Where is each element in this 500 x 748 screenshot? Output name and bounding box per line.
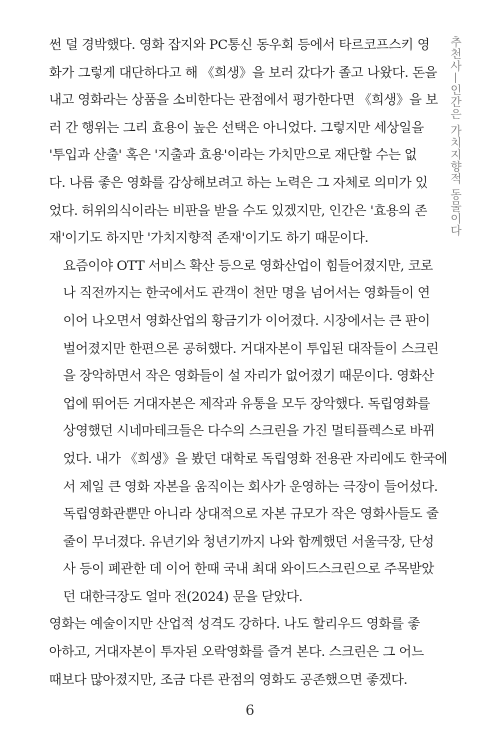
- paragraph-2: [49, 253, 448, 612]
- text-line: 러 간 행위는 그리 효용이 높은 선택은 아니었다. 그렇지만 세상일을: [49, 120, 424, 136]
- body-text: [49, 32, 448, 694]
- paragraph-1: [49, 32, 438, 253]
- page-number: 6: [245, 703, 255, 719]
- text-line: 업에 뛰어든 거대자본은 제작과 유통을 모두 장악했다. 독립영화를: [63, 396, 430, 412]
- text-line: 나 직전까지는 한국에서도 관객이 천만 명을 넘어서는 영화들이 연: [63, 286, 430, 302]
- running-head: 추천사—인간은 가치지향적 동물이다: [449, 36, 463, 237]
- text-line: 사 등이 폐관한 데 이어 한때 국내 최대 와이드스크린으로 주목받았: [63, 562, 434, 578]
- text-line: 재'이기도 하지만 '가치지향적 존재'이기도 하기 때문이다.: [49, 231, 369, 247]
- text-line: 이어 나오면서 영화산업의 황금기가 이어졌다. 시장에서는 큰 판이: [63, 313, 430, 329]
- text-line: 아하고, 거대자본이 투자된 오락영화를 즐겨 본다. 스크린은 그 어느: [49, 645, 424, 661]
- text-line: 독립영화관뿐만 아니라 상대적으로 자본 규모가 작은 영화사들도 줄: [63, 507, 439, 523]
- text-line: 었다. 허위의식이라는 비판을 받을 수도 있겠지만, 인간은 '효용의 존: [49, 203, 428, 219]
- text-line: 었다. 내가 《희생》을 봤던 대학로 독립영화 전용관 자리에도 한국에: [63, 451, 448, 467]
- text-line: 상영했던 시네마테크들은 다수의 스크린을 가진 멀티플렉스로 바뀌: [63, 424, 435, 440]
- paragraph-3: [49, 611, 424, 694]
- text-line: 벌어졌지만 한편으론 공허했다. 거대자본이 투입된 대작들이 스크린: [63, 341, 439, 357]
- text-line: 내고 영화라는 상품을 소비한다는 관점에서 평가한다면 《희생》을 보: [49, 93, 438, 109]
- text-line: 던 대한극장도 얼마 전(2024) 문을 닫았다.: [63, 589, 303, 605]
- text-line: 을 장악하면서 작은 영화들이 설 자리가 없어졌기 때문이다. 영화산: [63, 369, 434, 385]
- text-line: '투입과 산출' 혹은 '지출과 효용'이라는 가치만으로 재단할 수는 없: [49, 148, 417, 164]
- text-line: 다. 나름 좋은 영화를 감상해보려고 하는 노력은 그 자체로 의미가 있: [49, 175, 428, 191]
- text-line: 요즘이야 OTT 서비스 확산 등으로 영화산업이 힘들어졌지만, 코로: [63, 258, 433, 274]
- text-line: 때보다 많아졌지만, 조금 다른 관점의 영화도 공존했으면 좋겠다.: [49, 672, 408, 688]
- text-line: 썬 덜 경박했다. 영화 잡지와 PC통신 동우회 등에서 타르코프스키 영: [49, 38, 430, 53]
- text-line: 줄이 무너졌다. 유년기와 청년기까지 나와 함께했던 서울극장, 단성: [63, 534, 434, 550]
- text-line: 서 제일 큰 영화 자본을 움직이는 회사가 운영하는 극장이 들어섰다.: [63, 479, 438, 495]
- text-line: 영화는 예술이지만 산업적 성격도 강하다. 나도 할리우드 영화를 좋: [49, 617, 420, 633]
- text-line: 화가 그렇게 대단하다고 해 《희생》을 보러 갔다가 졸고 나왔다. 돈을: [49, 65, 438, 81]
